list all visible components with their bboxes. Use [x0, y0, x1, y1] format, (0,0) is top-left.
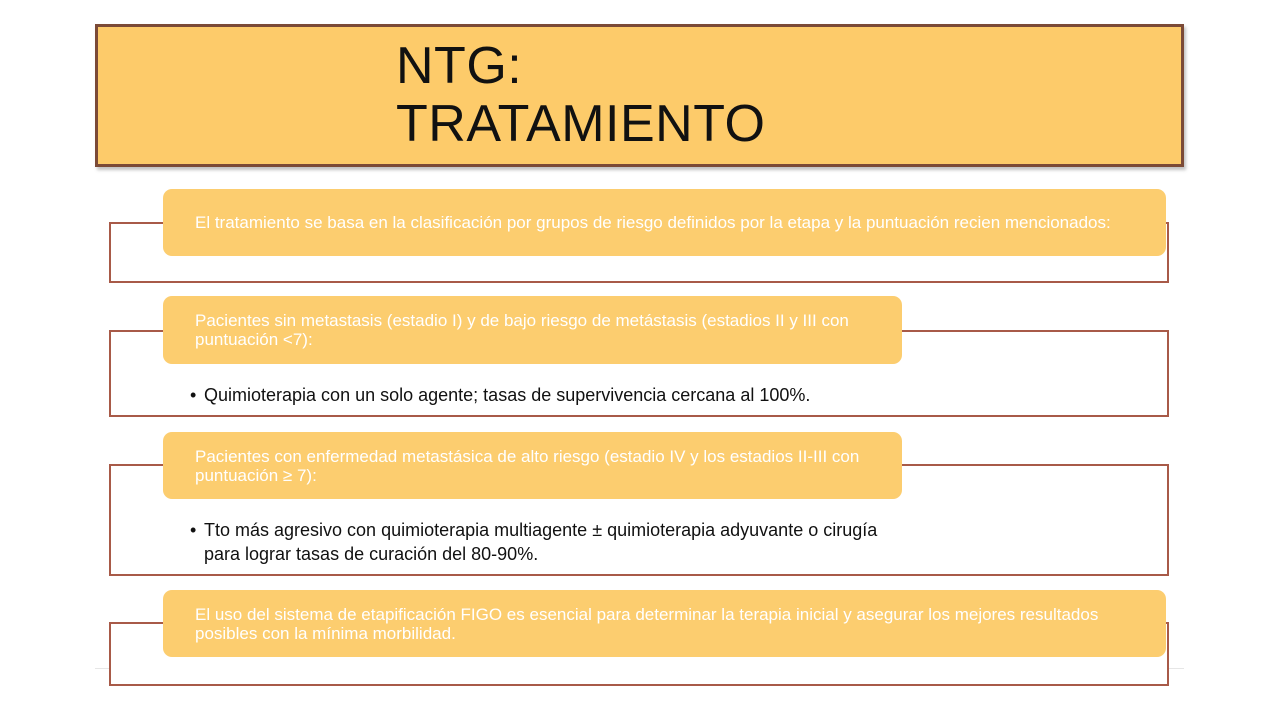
block-3-bullet-text-1: Tto más agresivo con quimioterapia multiagente ± quimioterapia adyuvante o cirugía [204, 520, 878, 540]
bullet-dot: • [190, 385, 197, 405]
block-2-heading-text: Pacientes sin metastasis (estadio I) y de bajo riesgo de metástasis (estadios II y III con puntuación <7): [195, 311, 849, 349]
bullet-dot: • [190, 520, 197, 540]
block-1-heading-text: El tratamiento se basa en la clasificación por grupos de riesgo definidos por la etapa y la puntuación recien mencionados: [195, 213, 1111, 232]
slide-title: NTG: TRATAMIENTO [396, 37, 766, 153]
block-2-bullet [190, 383, 810, 407]
block-1-heading [163, 189, 1166, 256]
block-3-heading-text: Pacientes con enfermedad metastásica de alto riesgo (estadio IV y los estadios II-III con puntuación ≥ 7): [195, 446, 860, 485]
block-3-bullet-text-2: para lograr tasas de curación del 80-90%. [204, 544, 539, 564]
block-2-bullet-text: Quimioterapia con un solo agente; tasas de supervivencia cercana al 100%. [204, 385, 811, 405]
title-banner [95, 24, 1184, 167]
block-4-heading-text: El uso del sistema de etapificación FIGO es esencial para determinar la terapia inicial y asegurar los mejores resultados posibles con la mínima morbilidad. [195, 604, 1099, 643]
block-3-heading [163, 432, 902, 499]
block-3-bullet [190, 518, 877, 566]
block-2-heading [163, 296, 902, 364]
block-4-heading [163, 590, 1166, 657]
